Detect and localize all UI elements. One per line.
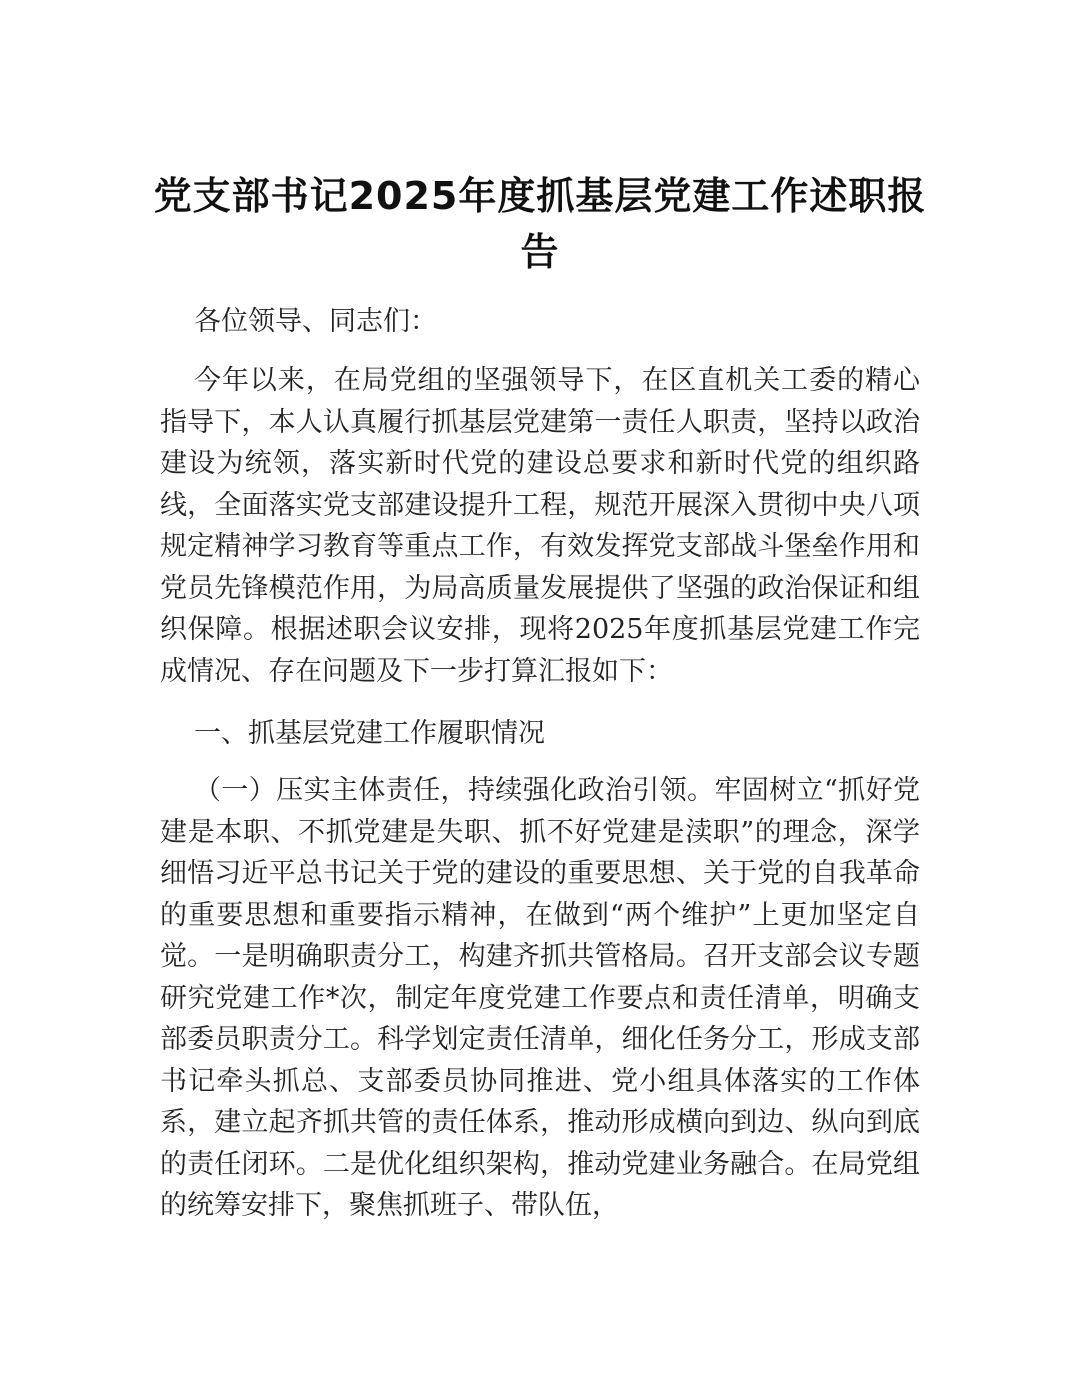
section-heading: 一、抓基层党建工作履职情况 [194,718,545,749]
intro-paragraph: 今年以来，在局党组的坚强领导下，在区直机关工委的精心指导下，本人认真履行抓基层党建第一责任人职责，坚持以政治建设为统领，落实新时代党的建设总要求和新时代党的组织路线，全面落实党支部建设提升工程，规范开展深入贯彻中央八项规定精神学习教育等重点工作，有效发挥党支部战斗堡垒作用和党员先锋模范作用，为局高质量发展提供了坚强的政治保证和组织保障。根据述职会议安排，现将2025年度抓基层党建工作完成情况、存在问题及下一步打算汇报如下： [160,365,920,687]
document-title: 党支部书记2025年度抓基层党建工作述职报告 [153,174,927,274]
greeting: 各位领导、同志们： [194,306,437,337]
section1-paragraph: （一）压实主体责任，持续强化政治引领。牢固树立“抓好党建是本职、不抓党建是失职、抓不好党建是渎职”的理念，深学细悟习近平总书记关于党的建设的重要思想、关于党的自我革命的重要思想和重要指示精神，在做到“两个维护”上更加坚定自觉。一是明确职责分工，构建齐抓共管格局。召开支部会议专题研究党建工作*次，制定年度党建工作要点和责任清单，明确支部委员职责分工。科学划定责任清单，细化任务分工，形成支部书记牵头抓总、支部委员协同推进、党小组具体落实的工作体系，建立起齐抓共管的责任体系，推动形成横向到边、纵向到底的责任闭环。二是优化组织架构，推动党建业务融合。在局党组的统筹安排下，聚焦抓班子、带队伍， [160,775,920,1221]
